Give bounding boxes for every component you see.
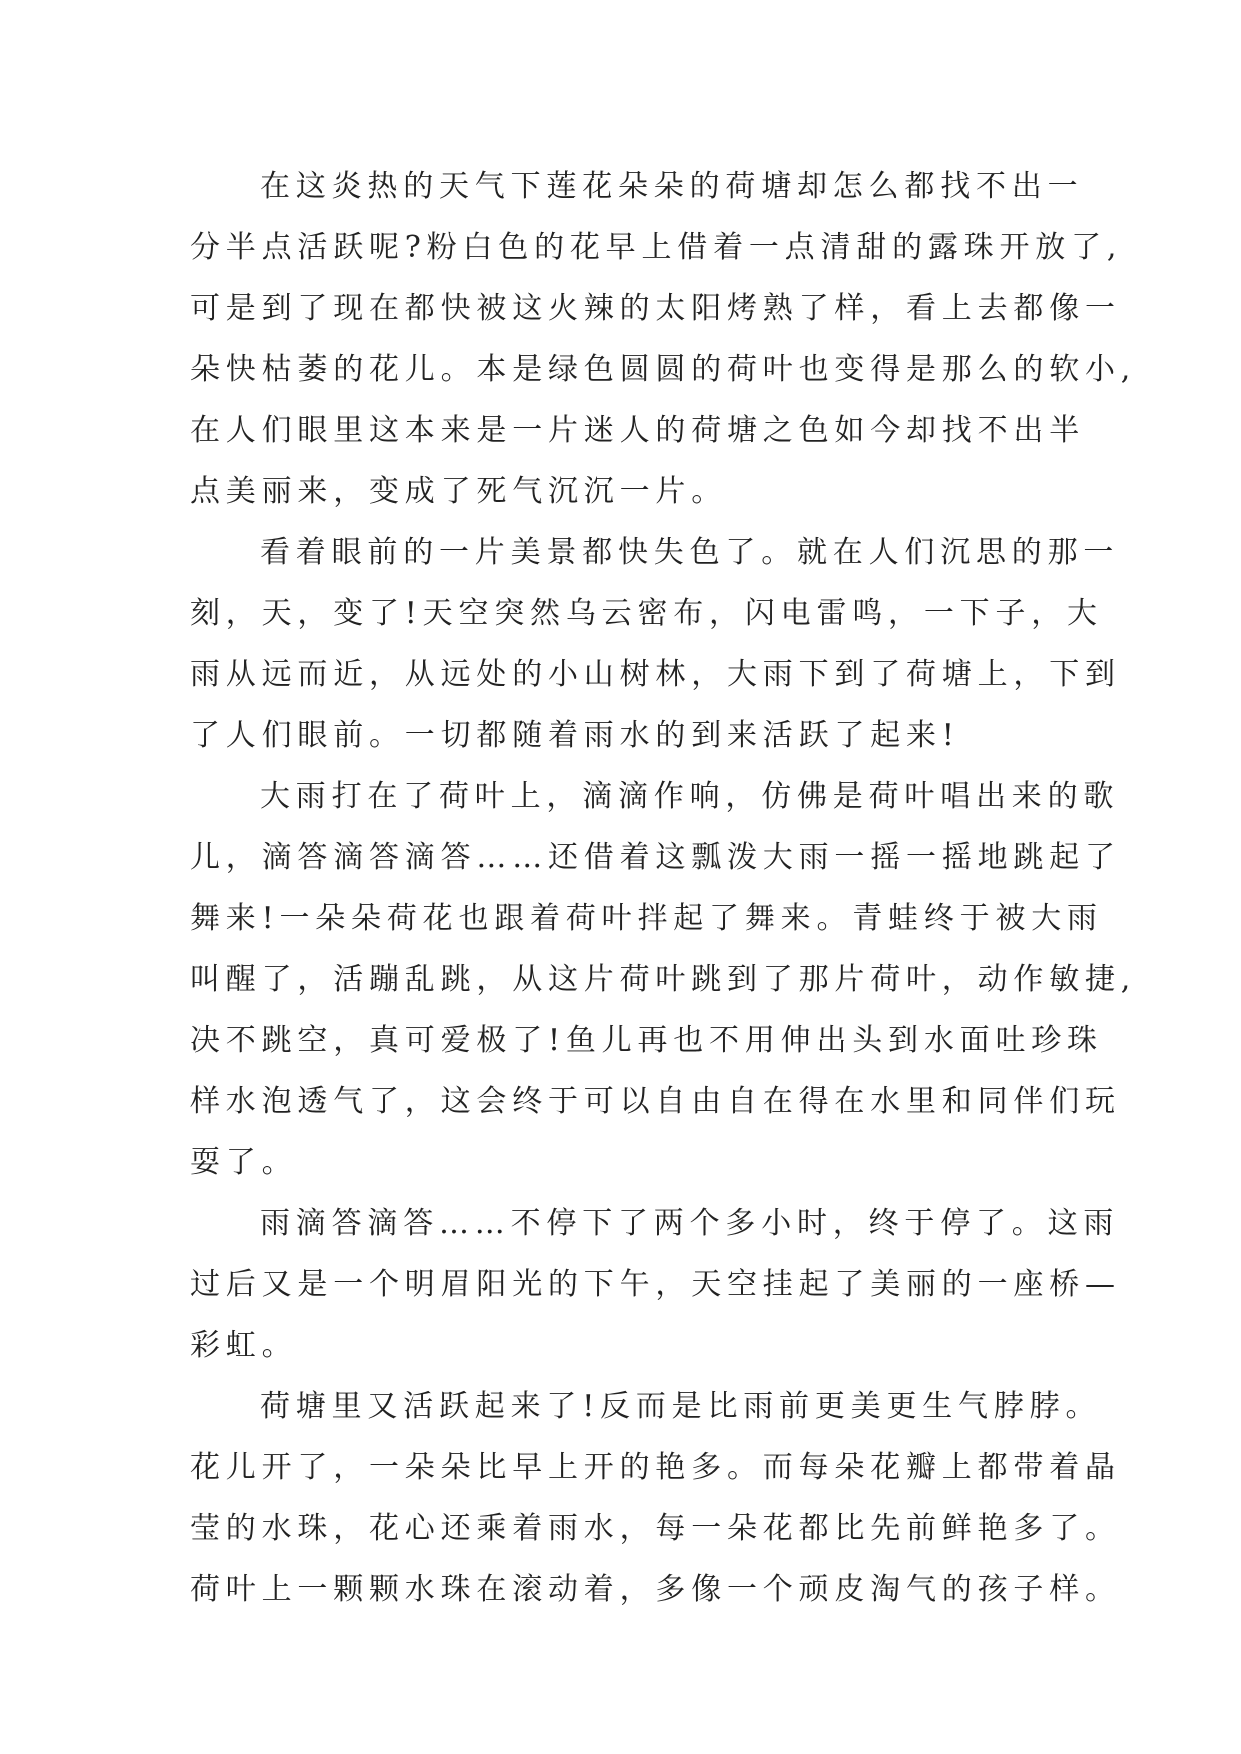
text-line: 荷塘里又活跃起来了!反而是比雨前更美更生气脖脖。 bbox=[260, 1389, 1102, 1424]
paragraph bbox=[190, 156, 1137, 522]
paragraph bbox=[190, 1193, 1121, 1376]
paragraph bbox=[190, 766, 1137, 1193]
text-line: 朵快枯萎的花儿。本是绿色圆圆的荷叶也变得是那么的软小, bbox=[190, 352, 1137, 387]
paragraph bbox=[190, 1376, 1121, 1620]
text-line: 在这炎热的天气下莲花朵朵的荷塘却怎么都找不出一 bbox=[260, 169, 1084, 204]
text-line: 看着眼前的一片美景都快失色了。就在人们沉思的那一 bbox=[260, 535, 1120, 570]
text-line: 叫醒了，活蹦乱跳，从这片荷叶跳到了那片荷叶，动作敏捷, bbox=[190, 962, 1137, 997]
text-line: 在人们眼里这本来是一片迷人的荷塘之色如今却找不出半 bbox=[190, 413, 1085, 448]
text-line: 决不跳空，真可爱极了!鱼儿再也不用伸出头到水面吐珍珠 bbox=[190, 1023, 1103, 1058]
text-line: 耍了。 bbox=[190, 1145, 298, 1180]
text-line: 花儿开了，一朵朵比早上开的艳多。而每朵花瓣上都带着晶 bbox=[190, 1450, 1121, 1485]
text-line: 样水泡透气了，这会终于可以自由自在得在水里和同伴们玩 bbox=[190, 1084, 1121, 1119]
text-line: 刻，天，变了!天空突然乌云密布，闪电雷鸣，一下子，大 bbox=[190, 596, 1103, 631]
text-line: 过后又是一个明眉阳光的下午，天空挂起了美丽的一座桥— bbox=[190, 1267, 1121, 1302]
text-line: 雨从远而近，从远处的小山树林，大雨下到了荷塘上，下到 bbox=[190, 657, 1121, 692]
text-line: 儿，滴答滴答滴答……还借着这瓢泼大雨一摇一摇地跳起了 bbox=[190, 840, 1121, 875]
text-line: 雨滴答滴答……不停下了两个多小时，终于停了。这雨 bbox=[260, 1206, 1120, 1241]
text-line: 大雨打在了荷叶上，滴滴作响，仿佛是荷叶唱出来的歌 bbox=[260, 779, 1120, 814]
text-line: 分半点活跃呢?粉白色的花早上借着一点清甜的露珠开放了, bbox=[190, 230, 1123, 265]
text-line: 点美丽来，变成了死气沉沉一片。 bbox=[190, 474, 727, 509]
text-line: 彩虹。 bbox=[190, 1328, 298, 1363]
text-line: 了人们眼前。一切都随着雨水的到来活跃了起来! bbox=[190, 718, 960, 753]
text-line: 可是到了现在都快被这火辣的太阳烤熟了样，看上去都像一 bbox=[190, 291, 1121, 326]
text-line: 莹的水珠，花心还乘着雨水，每一朵花都比先前鲜艳多了。 bbox=[190, 1511, 1121, 1546]
document-body bbox=[190, 156, 1137, 1620]
text-line: 荷叶上一颗颗水珠在滚动着，多像一个顽皮淘气的孩子样。 bbox=[190, 1572, 1121, 1607]
paragraph bbox=[190, 522, 1121, 766]
text-line: 舞来!一朵朵荷花也跟着荷叶拌起了舞来。青蛙终于被大雨 bbox=[190, 901, 1103, 936]
